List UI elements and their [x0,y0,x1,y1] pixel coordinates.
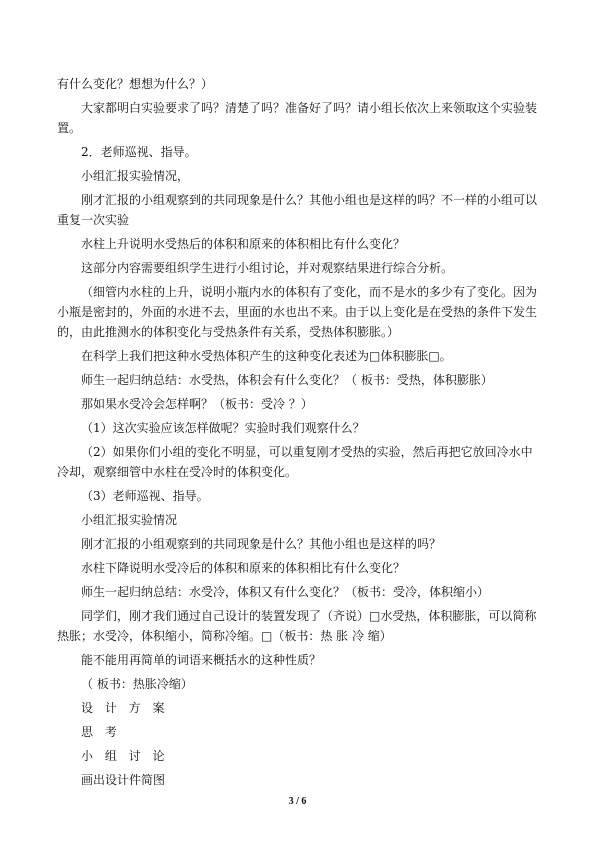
paragraph: 能不能用再简单的词语来概括水的这种性质？ [81,653,322,667]
document-body [57,74,541,794]
paragraph: 画出设计件简图 [81,773,166,787]
paragraph: 师生一起归纳总结：水受冷，体积又有什么变化？（板书：受冷，体积缩小） [81,585,490,599]
paragraph: 同学们，刚才我们通过自己设计的装置发现了（齐说）□水受热，体积膨胀，可以简称热胀；水受冷，体积缩小，简称冷缩。□（板书：热 胀 冷 缩） [57,609,537,643]
paragraph: （ 板书：热胀冷缩） [81,677,193,691]
heading-design-plan: 设 计 方 案 [81,701,169,715]
paragraph: 刚才汇报的小组观察到的共同现象是什么？其他小组也是这样的吗？ [81,537,442,551]
paragraph: （3）老师巡视、指导。 [81,489,209,503]
paragraph: 小组汇报实验情况 [81,513,178,527]
page-number: 3 / 6 [288,796,307,807]
paragraph: 在科学上我们把这种水受热体积产生的这种变化表述为□体积膨胀□。 [81,349,452,363]
paragraph: 有什么变化？想想为什么？） [57,77,214,91]
paragraph: 刚才汇报的小组观察到的共同现象是什么？其他小组也是这样的吗？不一样的小组可以重复一次实验 [57,193,538,227]
paragraph: 师生一起归纳总结：水受热，体积会有什么变化？（ 板书：受热，体积膨胀） [81,373,493,387]
paragraph: （2）如果你们小组的变化不明显，可以重复刚才受热的实验，然后再把它放回冷水中冷却，观察细管中水柱在受冷时的体积变化。 [57,445,533,479]
heading-group-discussion: 小 组 讨 论 [81,749,169,763]
paragraph: 水柱上升说明水受热后的体积和原来的体积相比有什么变化？ [81,237,406,251]
paragraph: 小组汇报实验情况， [81,169,190,183]
paragraph: 大家都明白实验要求了吗？清楚了吗？准备好了吗？请小组长依次上来领取这个实验装置。 [57,101,538,135]
heading-think: 思 考 [81,725,121,739]
paragraph: （1）这次实验应该怎样做呢？实验时我们观察什么？ [81,421,365,435]
paragraph: 这部分内容需要组织学生进行小组讨论，并对观察结果进行综合分析。 [81,261,454,275]
paragraph: 水柱下降说明水受冷后的体积和原来的体积相比有什么变化？ [81,561,406,575]
paragraph: 那如果水受冷会怎样啊？（板书：受冷 ？） [81,397,313,411]
paragraph: （细管内水柱的上升，说明小瓶内水的体积有了变化，而不是水的多少有了变化。因为小瓶是密封的，外面的水进不去，里面的水也出不来。由于以上变化是在受热的条件下发生的，由此推测水的体积变化与受热条件有关系，受热体积膨胀。） [57,285,538,339]
paragraph: 2．老师巡视、指导。 [81,145,197,159]
